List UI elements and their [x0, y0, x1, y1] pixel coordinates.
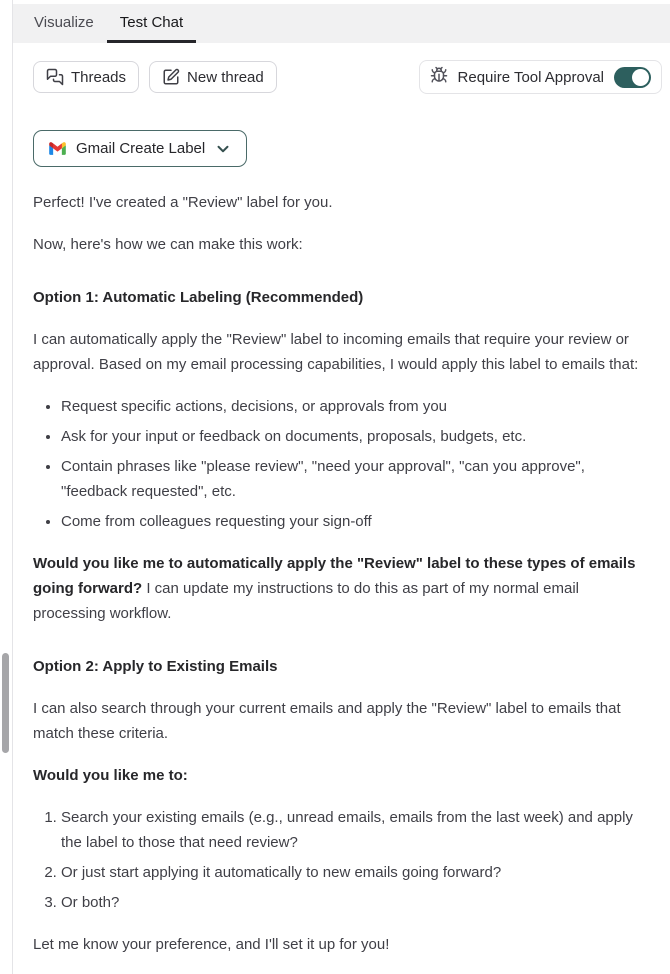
message-paragraph [33, 551, 640, 626]
message-paragraph: I can automatically apply the "Review" label to incoming emails that require your review or approval. Based on my email processing capabilities, I would apply this label to emails that: [33, 331, 639, 373]
chat-message-area [13, 94, 670, 974]
require-tool-approval-toggle[interactable] [614, 67, 651, 88]
option-1-heading: Option 1: Automatic Labeling (Recommended) [33, 289, 364, 306]
question-rest-text: I can update my instructions to do this as part of my normal email processing workflow. [33, 580, 580, 622]
tool-call-label: Gmail Create Label [76, 140, 206, 157]
list-item: • Come from colleagues requesting your sign-off [61, 509, 640, 534]
messages-square-icon [46, 68, 64, 86]
option-2-heading: Option 2: Apply to Existing Emails [33, 658, 278, 675]
message-paragraph: Perfect! I've created a "Review" label for you. [33, 194, 333, 211]
question-bold-text: Would you like me to: [33, 767, 188, 784]
message-paragraph: Now, here's how we can make this work: [33, 236, 303, 253]
new-thread-button[interactable] [149, 61, 277, 93]
chevron-down-icon [214, 140, 232, 158]
tab-test-chat[interactable]: Test Chat [107, 4, 196, 43]
new-thread-button-label: New thread [187, 68, 264, 86]
list-item: 3. Or both? [61, 890, 640, 915]
list-item: • Request specific actions, decisions, or approvals from you [61, 394, 640, 419]
require-tool-approval-group [419, 60, 662, 94]
square-pen-icon [162, 68, 180, 86]
options-numbered-list [33, 805, 640, 915]
tab-bar [13, 4, 670, 43]
message-paragraph [33, 763, 640, 788]
bug-icon [430, 66, 448, 88]
outer-scrollbar-track [0, 0, 13, 974]
chat-panel [13, 0, 670, 974]
message-paragraph: I can also search through your current emails and apply the "Review" label to emails that match these criteria. [33, 700, 621, 742]
require-tool-approval-label: Require Tool Approval [457, 68, 604, 86]
toggle-knob [632, 69, 649, 86]
assistant-message [33, 190, 640, 957]
scrollbar-thumb[interactable] [2, 653, 9, 753]
chat-toolbar [13, 43, 670, 94]
tab-visualize[interactable]: Visualize [34, 13, 94, 31]
question-bold-text: Would you like me to automatically apply the "Review" label to these types of emails going forward? [33, 555, 636, 597]
threads-button-label: Threads [71, 68, 127, 86]
gmail-create-label-tool-button[interactable] [33, 130, 247, 167]
list-item: 2. Or just start applying it automatically to new emails going forward? [61, 860, 640, 885]
threads-button[interactable] [33, 61, 139, 93]
message-paragraph: Let me know your preference, and I'll set it up for you! [33, 936, 390, 953]
criteria-bullet-list [33, 394, 640, 534]
list-item: • Contain phrases like "please review", "need your approval", "can you approve", "feedback requested", etc. [61, 454, 640, 504]
gmail-logo-icon [48, 139, 67, 158]
list-item: • Ask for your input or feedback on documents, proposals, budgets, etc. [61, 424, 640, 449]
list-item: 1. Search your existing emails (e.g., unread emails, emails from the last week) and apply the label to those that need review? [61, 805, 640, 855]
